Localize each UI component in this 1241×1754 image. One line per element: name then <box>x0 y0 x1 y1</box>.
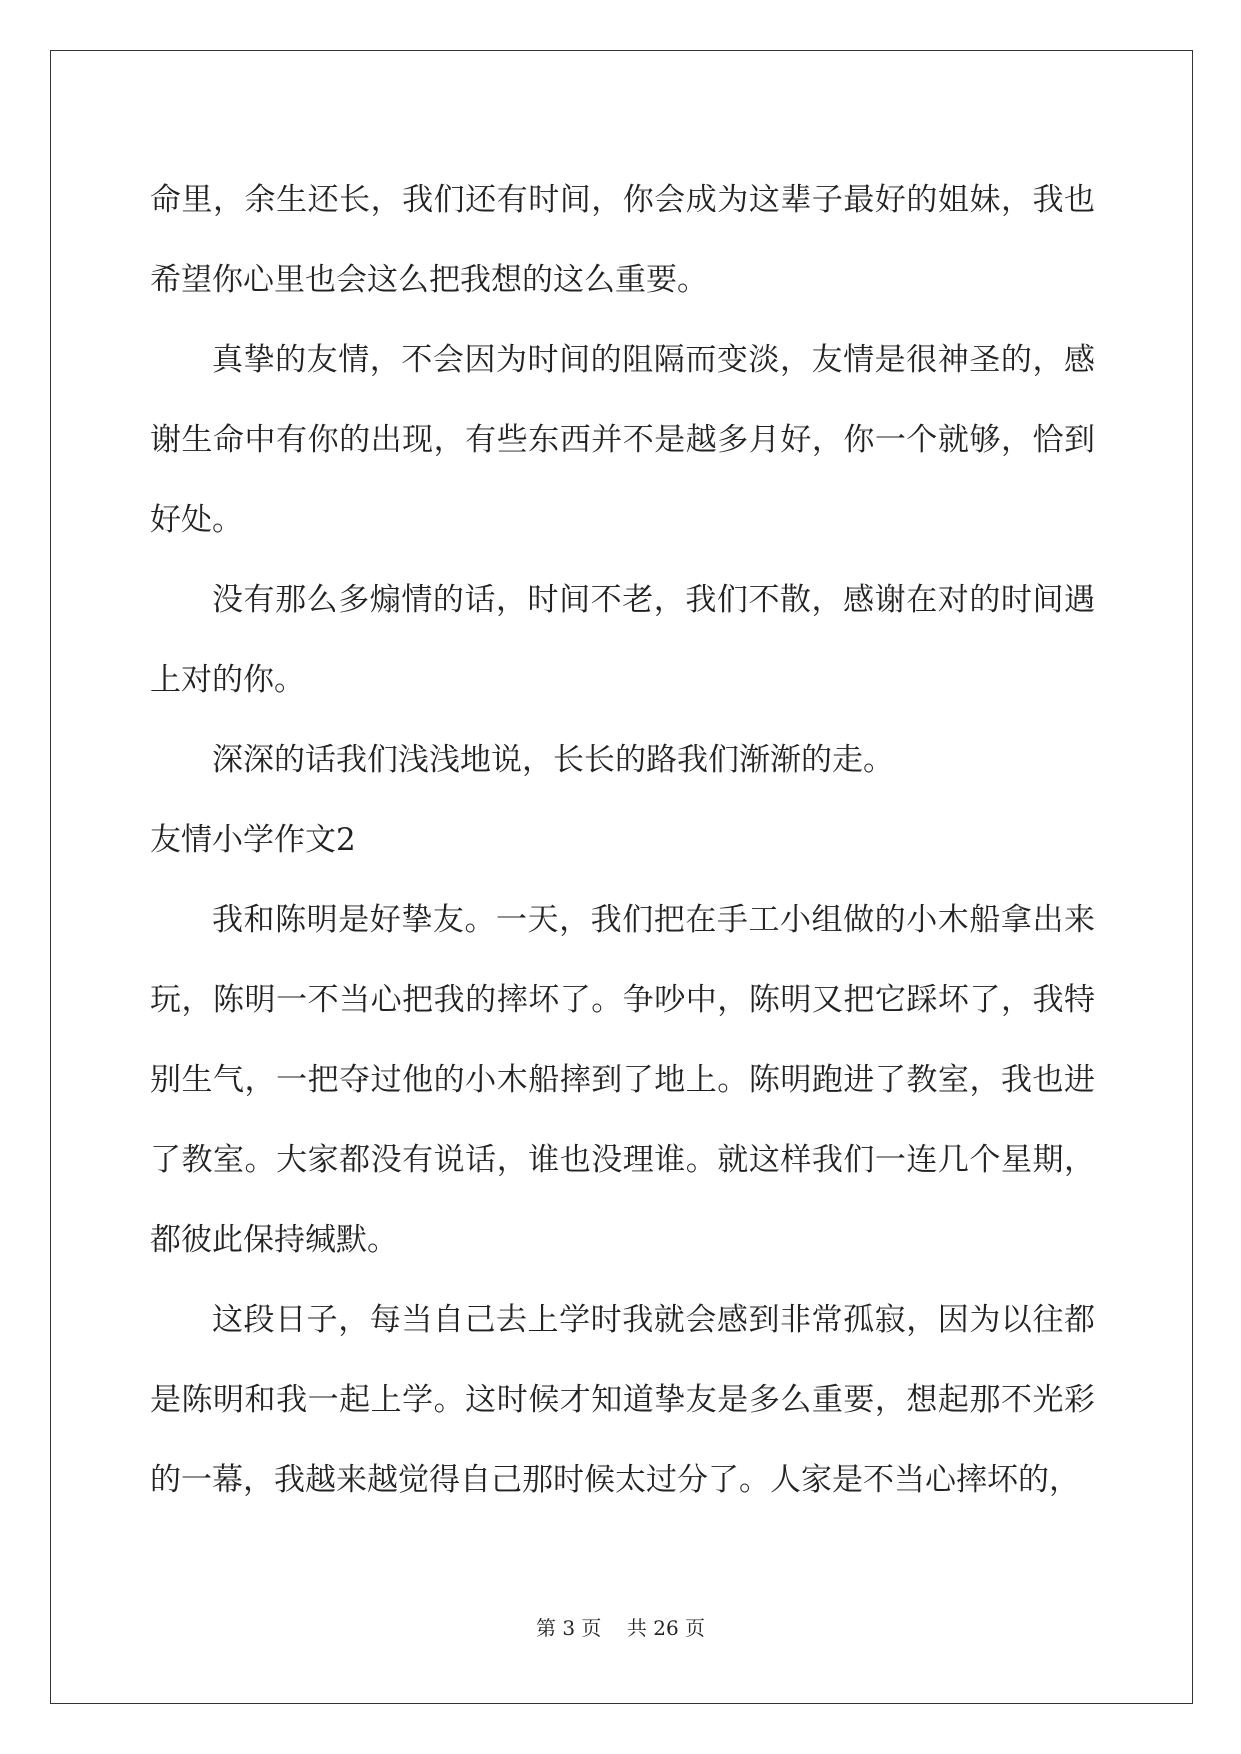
paragraph: 这段日子，每当自己去上学时我就会感到非常孤寂，因为以往都是陈明和我一起上学。这时候才知道挚友是多么重要，想起那不光彩的一幕，我越来越觉得自己那时候太过分了。人家是不当心摔坏的， <box>150 1302 1095 1498</box>
paragraph: 深深的话我们浅浅地说，长长的路我们渐渐的走。 <box>212 742 894 778</box>
paragraph: 真挚的友情，不会因为时间的阻隔而变淡，友情是很神圣的，感谢生命中有你的出现，有些东西并不是越多月好，你一个就够，恰到好处。 <box>150 342 1095 538</box>
document-body <box>150 160 1095 1520</box>
page-footer <box>0 1612 1241 1641</box>
paragraph: 我和陈明是好挚友。一天，我们把在手工小组做的小木船拿出来玩，陈明一不当心把我的摔坏了。争吵中，陈明又把它踩坏了，我特别生气，一把夺过他的小木船摔到了地上。陈明跑进了教室，我也进了教室。大家都没有说话，谁也没理谁。就这样我们一连几个星期，都彼此保持缄默。 <box>150 902 1095 1258</box>
page-number: 第 3 页 <box>535 1616 602 1640</box>
paragraph: 没有那么多煽情的话，时间不老，我们不散，感谢在对的时间遇上对的你。 <box>150 582 1095 698</box>
section-heading: 友情小学作文2 <box>150 822 356 858</box>
page-total: 共 26 页 <box>626 1616 706 1640</box>
paragraph: 命里，余生还长，我们还有时间，你会成为这辈子最好的姐妹，我也希望你心里也会这么把我想的这么重要。 <box>150 182 1095 298</box>
